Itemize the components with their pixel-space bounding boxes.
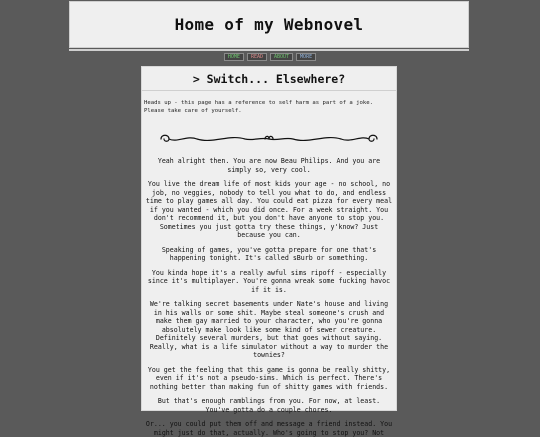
nav-read[interactable]: READ (247, 53, 267, 61)
nav-home[interactable]: HOME (224, 53, 244, 61)
page-heading: > Switch... Elsewhere? (192, 72, 346, 86)
header-divider (69, 49, 469, 51)
story-paragraph: You live the dream life of most kids your age - no school, no job, no veggies, nobody to tell you what to do, and endless time to play games all day. You could eat pizza for every meal if you wanted - which you did once. For a week straight. You don't recommend it, but you don't have anyone to stop you. Sometimes you just gotta try these things, y'know? Just because you can. (145, 180, 393, 239)
story-paragraph: We're talking secret basements under Nate's house and living in his walls or some shit. Maybe steal someone's crush and make them gay married to your character, who you're gonna absolutely make look like some kind of sewer creature. Definitely several murders, but that goes without saying. Really, what is a life simulator without a way to murder the townies? (149, 300, 389, 359)
site-header (69, 1, 469, 48)
story-paragraph: Or... you could put them off and message a friend instead. You might just do that, actually. Who's going to stop you? Not (145, 420, 393, 437)
site-title: Home of my Webnovel (174, 15, 364, 34)
story-paragraph: Speaking of games, you've gotta prepare for one that's happening tonight. It's called sBurb or something. (161, 245, 377, 262)
content-warning: Heads up - this page has a reference to self harm as part of a joke. Please take care of yourself. (144, 100, 374, 114)
nav-more[interactable]: MORE (296, 53, 316, 61)
swirl-divider-icon (153, 133, 385, 145)
nav-about[interactable]: ABOUT (270, 53, 293, 61)
story-paragraph: You get the feeling that this game is gonna be really shitty, even if it's not a pseudo-sims. Which is perfect. There's nothing better than making fun of shitty games with friends. (147, 365, 391, 391)
story-paragraph: Yeah alright then. You are now Beau Philips. And you are simply so, very cool. (157, 157, 381, 174)
nav-bar (0, 52, 540, 62)
story-paragraph: You kinda hope it's a really awful sims ripoff - especially since it's multiplayer. You're gonna wreak some fucking havoc if it is. (147, 268, 391, 294)
story-paragraph: But that's enough ramblings from you. For now, at least. You've gotta do a couple chores. (157, 397, 381, 414)
story-text (145, 157, 393, 437)
heading-rule (142, 90, 396, 91)
content-panel (141, 66, 397, 437)
